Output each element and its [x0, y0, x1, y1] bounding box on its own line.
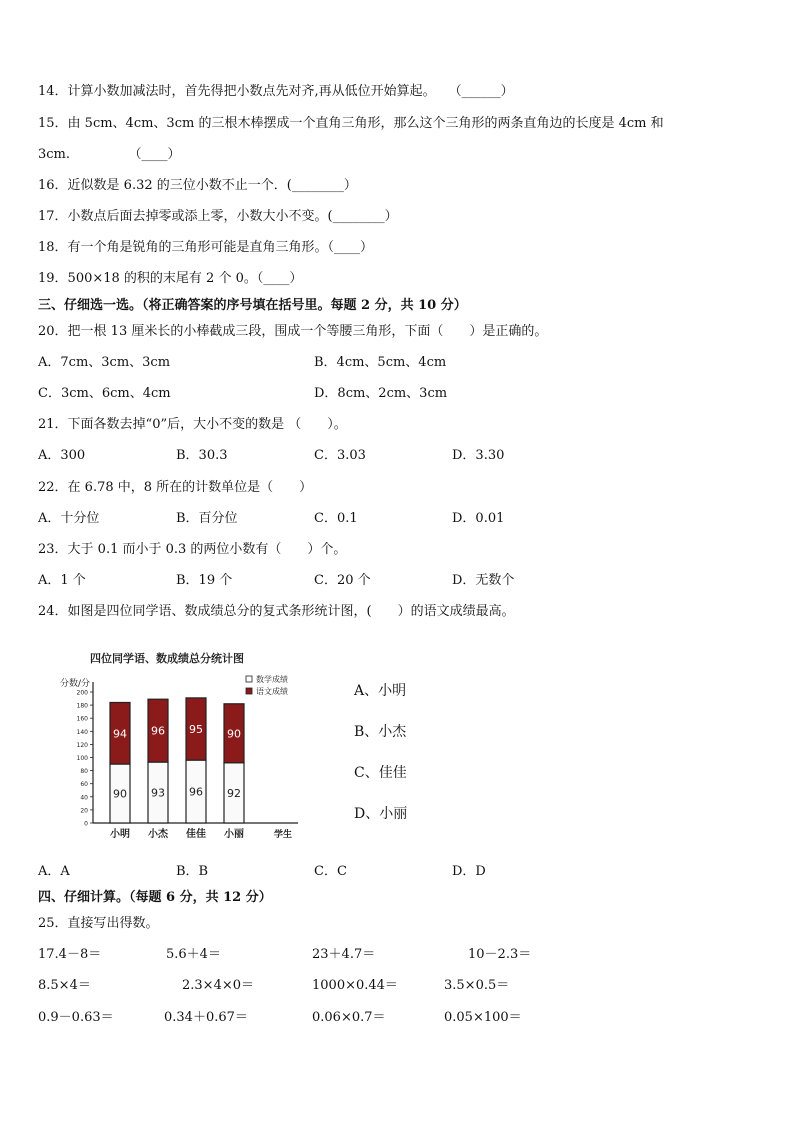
- y-tick-label-120: 120: [76, 741, 88, 749]
- y-tick-label-160: 160: [76, 715, 88, 723]
- q22-option-c: C．0.1: [314, 511, 358, 526]
- category-label-2: 佳佳: [186, 829, 206, 840]
- question-16: 16．近似数是 6.32 的三位小数不止一个．(________）: [38, 178, 357, 193]
- section-4-heading: 四、仔细计算。（每题 6 分，共 12 分）: [38, 890, 272, 905]
- q23-option-a: A．1 个: [38, 573, 86, 588]
- calc-r3-c1: 0.9－0.63＝: [38, 1010, 114, 1025]
- q21-option-b: B．30.3: [176, 448, 228, 463]
- calc-r1-c3: 23＋4.7＝: [312, 947, 376, 962]
- y-tick-label-40: 40: [80, 794, 88, 802]
- bar-math-label-2: 96: [189, 785, 203, 799]
- choice-d-xiaoli: D、小丽: [354, 806, 408, 822]
- question-22: 22．在 6.78 中，8 所在的计数单位是（ ）: [38, 480, 313, 495]
- question-25: 25．直接写出得数。: [38, 916, 159, 931]
- question-15-line2: 3cm. （____）: [38, 147, 181, 162]
- choice-b-xiaojie: B、小杰: [354, 724, 407, 740]
- q20-option-b: B．4cm、5cm、4cm: [314, 355, 447, 370]
- q23-option-c: C．20 个: [314, 573, 371, 588]
- q21-option-d: D．3.30: [452, 448, 505, 463]
- calc-r1-c1: 17.4－8＝: [38, 947, 102, 962]
- y-tick-label-140: 140: [76, 728, 88, 736]
- q20-option-a: A．7cm、3cm、3cm: [38, 355, 171, 370]
- q20-option-c: C．3cm、6cm、4cm: [38, 386, 171, 401]
- q21-option-a: A．300: [38, 448, 86, 463]
- category-label-0: 小明: [110, 829, 130, 840]
- q22-option-b: B．百分位: [176, 511, 238, 526]
- calc-r3-c4: 0.05×100＝: [444, 1010, 522, 1025]
- bar-chinese-label-3: 90: [227, 727, 241, 741]
- bar-math-label-1: 93: [151, 786, 165, 800]
- question-15-line1: 15．由 5cm、4cm、3cm 的三根木棒摆成一个直角三角形，那么这个三角形的两条直角边的长度是 4cm 和: [38, 116, 664, 131]
- q20-option-d: D．8cm、2cm、3cm: [314, 386, 448, 401]
- category-label-3: 小丽: [224, 829, 244, 840]
- calc-r2-c2: 2.3×4×0＝: [182, 978, 255, 993]
- bar-chinese-label-0: 94: [113, 727, 127, 741]
- choice-c-jiajia: C、佳佳: [354, 765, 407, 781]
- bar-chart: [60, 648, 320, 850]
- q23-option-b: B．19 个: [176, 573, 233, 588]
- bar-math-label-0: 90: [113, 787, 127, 801]
- y-tick-label-60: 60: [80, 781, 88, 789]
- y-tick-label-100: 100: [76, 755, 88, 762]
- x-axis-label: 学生: [274, 830, 293, 840]
- question-23: 23．大于 0.1 而小于 0.3 的两位小数有（ ）个。: [38, 542, 347, 557]
- q24-option-d: D．D: [452, 864, 486, 879]
- calc-r1-c4: 10－2.3＝: [468, 947, 532, 962]
- question-19: 19．500×18 的积的末尾有 2 个 0。（____）: [38, 271, 303, 286]
- question-21: 21．下面各数去掉“0”后，大小不变的数是 （ ）。: [38, 417, 347, 432]
- question-24: 24．如图是四位同学语、数成绩总分的复式条形统计图，( ）的语文成绩最高。: [38, 604, 515, 619]
- question-14: 14．计算小数加减法时，首先得把小数点先对齐,再从低位开始算起。 （______）: [38, 84, 514, 99]
- legend-label-chinese: 语文成绩: [256, 687, 288, 696]
- q24-option-c: C．C: [314, 864, 347, 879]
- y-tick-label-200: 200: [76, 689, 88, 697]
- choice-a-xiaoming: A、小明: [354, 683, 407, 699]
- legend-swatch-math: [246, 676, 252, 682]
- legend-swatch-chinese: [246, 688, 252, 694]
- bar-math-label-3: 92: [227, 786, 241, 800]
- calc-r2-c4: 3.5×0.5＝: [444, 978, 510, 993]
- q22-option-a: A．十分位: [38, 511, 100, 526]
- y-tick-label-20: 20: [80, 807, 88, 815]
- q22-option-d: D．0.01: [452, 511, 505, 526]
- question-17: 17．小数点后面去掉零或添上零，小数大小不变。(________）: [38, 209, 398, 224]
- chart-title: 四位同学语、数成绩总分统计图: [90, 652, 244, 665]
- q24-option-b: B．B: [176, 864, 209, 879]
- question-18: 18．有一个角是锐角的三角形可能是直角三角形。（____）: [38, 240, 374, 255]
- calc-r2-c3: 1000×0.44＝: [312, 978, 398, 993]
- bar-chinese-label-1: 96: [151, 724, 165, 738]
- y-axis-label: 分数/分: [60, 679, 91, 689]
- q23-option-d: D．无数个: [452, 573, 515, 588]
- q21-option-c: C．3.03: [314, 448, 366, 463]
- question-20: 20．把一根 13 厘米长的小棒截成三段，围成一个等腰三角形，下面（ ）是正确的。: [38, 324, 548, 339]
- section-3-heading: 三、仔细选一选。（将正确答案的序号填在括号里。每题 2 分，共 10 分）: [38, 298, 467, 313]
- legend-label-math: 数学成绩: [256, 675, 288, 684]
- y-tick-label-0: 0: [84, 820, 88, 828]
- category-label-1: 小杰: [148, 829, 168, 840]
- calc-r1-c2: 5.6＋4＝: [166, 947, 221, 962]
- calc-r3-c3: 0.06×0.7＝: [312, 1010, 386, 1025]
- y-tick-label-180: 180: [76, 702, 88, 710]
- y-tick-label-80: 80: [80, 768, 88, 776]
- q24-option-a: A．A: [38, 864, 70, 879]
- calc-r2-c1: 8.5×4＝: [38, 978, 91, 993]
- bar-chinese-label-2: 95: [189, 723, 203, 737]
- calc-r3-c2: 0.34＋0.67＝: [164, 1010, 248, 1025]
